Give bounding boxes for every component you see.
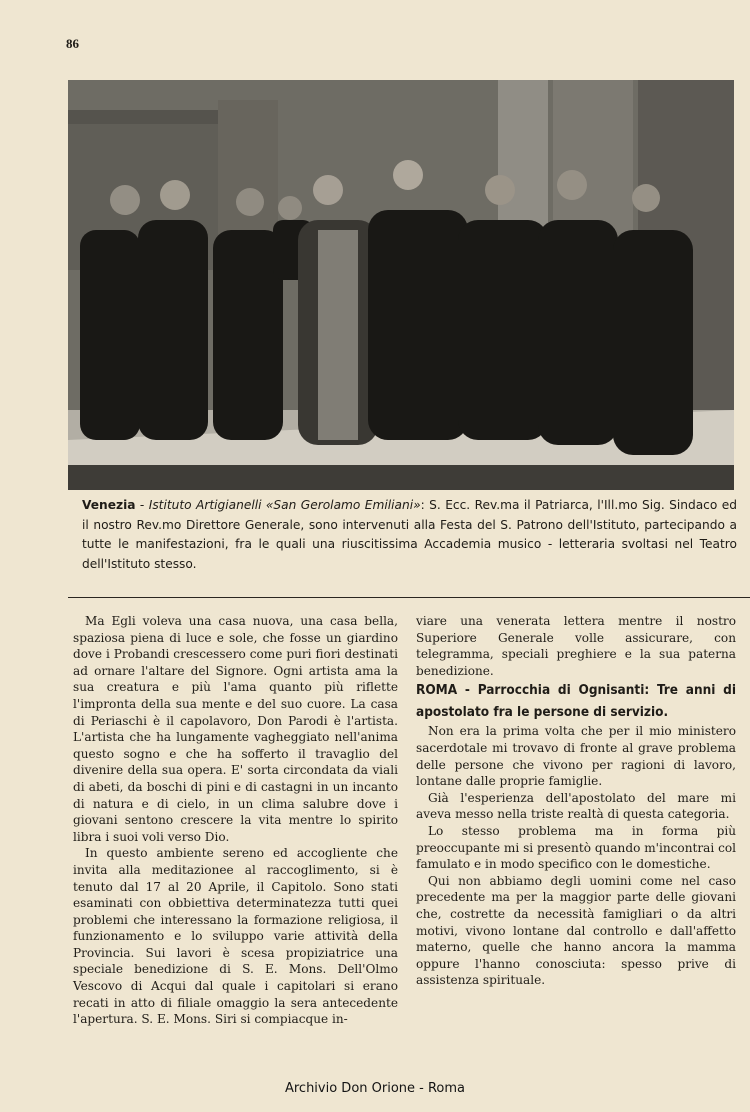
- paragraph: In questo ambiente sereno ed accogliente che invita alla meditazionee al raccoglimento, si è tenuto dal 17 al 20 Aprile, il Capitolo. Sono stati esaminati con obbiettiva determinatezza tutti quei problemi che interessano la formazione religiosa, il funzionamento e lo sviluppo varie attività della Provincia. Sui lavori è scesa propiziatrice una speciale benedizione di S. E. Mons. Dell'Olmo Vescovo di Acqui dal quale i capitolari si erano recati in atto di filiale omaggio la sera antecedente l'apertura. S. E. Mons. Siri si compiacque in-: [73, 846, 398, 1027]
- group-photo-icon: [68, 80, 734, 490]
- paragraph: Qui non abbiamo degli uomini come nel caso precedente ma per la maggior parte delle giovani che, costrette da necessità famigliari o da altri motivi, vivono lontane dal controllo e dall'affetto materno, quelle che hanno ancora la mamma oppure l'hanno conosciuta: spesso prive di assistenza spirituale.: [416, 873, 736, 988]
- right-column: [416, 613, 736, 989]
- page-number: 86: [66, 36, 79, 51]
- section-divider: [68, 597, 750, 598]
- group-photo: [68, 80, 734, 490]
- paragraph: Non era la prima volta che per il mio ministero sacerdotale mi trovavo di fronte al grave problema delle persone che vivono per ragioni di lavoro, lontane dalle proprie famiglie.: [416, 724, 736, 789]
- caption-institute: Istituto Artigianelli «San Gerolamo Emiliani»: [148, 498, 421, 512]
- caption-text: : S. Ecc. Rev.ma il Patriarca, l'Ill.mo Sig. Sindaco ed il nostro Rev.mo Direttore Generale, sono intervenuti alla Festa del S. Patrono dell'Istituto, partecipando a tutte le manifestazioni, fra le quali una riuscitissima Accademia musico - letteraria svoltasi nel Teatro dell'Istituto stesso.: [82, 498, 737, 571]
- caption-separator: -: [135, 498, 149, 512]
- paragraph: Ma Egli voleva una casa nuova, una casa bella, spaziosa piena di luce e sole, che fosse un giardino dove i Probandi crescessero come puri fiori destinati ad ornare l'altare del Signore. Ogni artista ama la sua creatura e più l'ama quanto più riflette l'impronta della sua mente e del suo cuore. La casa di Periaschi è il capolavoro, Don Parodi è l'artista. L'artista che ha lungamente vagheggiato nell'anima questo sogno e che ha sofferto il travaglio del divenire della sua opera. E' sorta circondata da viali di abeti, da boschi di pini e di castagni in un incanto di natura e di cielo, in un clima salubre dove i giovani sentono crescere la vita mentre lo spirito libra i suoi voli verso Dio.: [73, 614, 398, 844]
- photo-caption: [82, 496, 737, 574]
- archive-footer: Archivio Don Orione - Roma: [284, 1081, 466, 1096]
- paragraph: viare una venerata lettera mentre il nostro Superiore Generale volle assicurare, con telegramma, speciali preghiere e la sua paterna benedizione.: [416, 614, 736, 678]
- paragraph: Già l'esperienza dell'apostolato del mare mi aveva messo nella triste realtà di questa categoria.: [416, 790, 736, 822]
- left-column: [73, 613, 398, 1028]
- article-heading: ROMA - Parrocchia di Ognisanti: Tre anni di apostolato fra le persone di servizio.: [416, 682, 736, 721]
- caption-place: Venezia: [82, 498, 136, 512]
- paragraph: Lo stesso problema ma in forma più preoccupante mi si presentò quando m'incontrai col famulato e in modo specifico con le domestiche.: [416, 823, 736, 872]
